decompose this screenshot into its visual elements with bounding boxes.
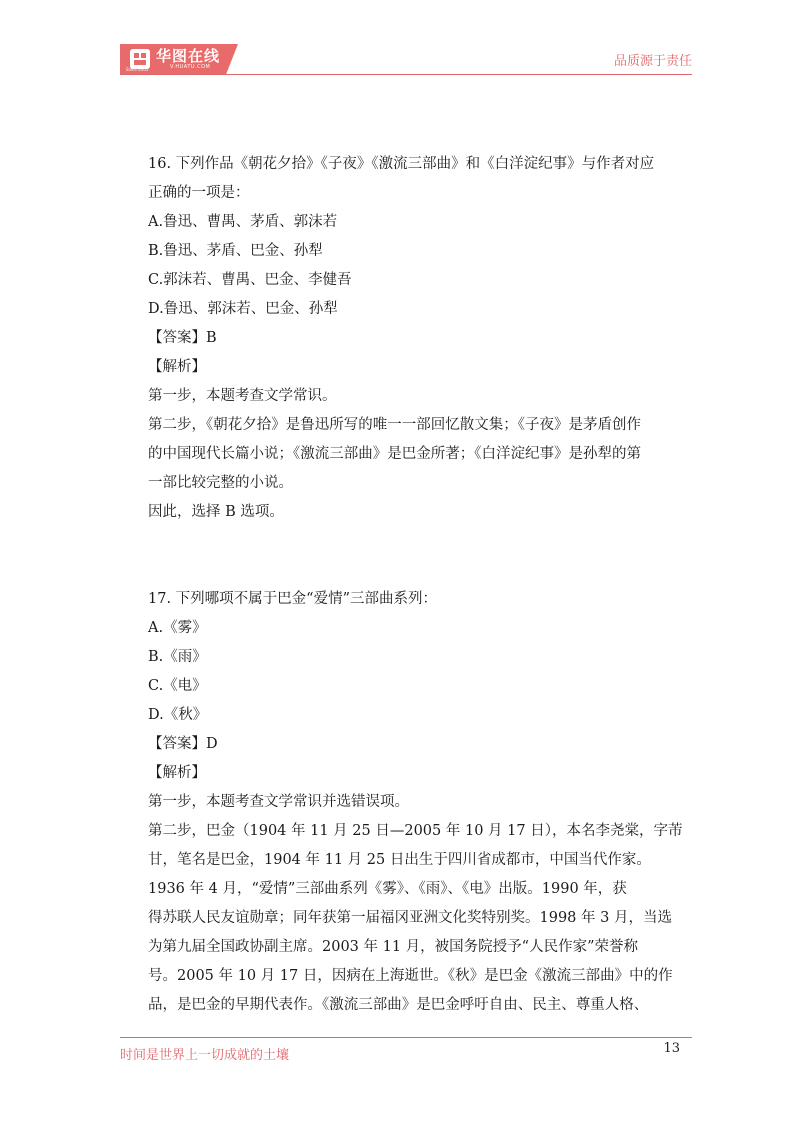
q16-stem-line-1: 16. 下列作品《朝花夕拾》《子夜》《激流三部曲》和《白洋淀纪事》与作者对应 — [148, 156, 655, 172]
q17-analysis-line: 号。2005 年 10 月 17 日，因病在上海逝世。《秋》是巴金《激流三部曲》中的作 — [148, 968, 673, 984]
q16-analysis-title: 【解析】 — [148, 359, 206, 375]
q16-option-c: C.郭沫若、曹禺、巴金、李健吾 — [148, 272, 352, 288]
q16-option-b: B.鲁迅、茅盾、巴金、孙犁 — [148, 243, 323, 259]
q17-analysis-title: 【解析】 — [148, 765, 206, 781]
q17-option-b: B.《雨》 — [148, 649, 207, 665]
logo-text: 华图在线 — [156, 47, 221, 65]
header-slogan: 品质源于责任 — [613, 54, 692, 69]
q17-option-c: C.《电》 — [148, 678, 207, 694]
q17-analysis-line: 第一步，本题考查文学常识并选错误项。 — [148, 794, 409, 810]
footer-slogan: 时间是世界上一切成就的土壤 — [120, 1048, 290, 1063]
q16-analysis-line: 第一步，本题考查文学常识。 — [148, 388, 337, 404]
q17-analysis-line: 为第九届全国政协副主席。2003 年 11 月，被国务院授予“人民作家”荣誉称 — [148, 939, 639, 955]
q17-answer: 【答案】D — [148, 736, 218, 752]
q17-option-d: D.《秋》 — [148, 707, 208, 723]
q16-analysis-line: 第二步，《朝花夕拾》是鲁迅所写的唯一一部回忆散文集；《子夜》是茅盾创作 — [148, 417, 641, 433]
q17-analysis-line: 得苏联人民友谊勋章；同年获第一届福冈亚洲文化奖特别奖。1998 年 3 月，当选 — [148, 910, 672, 926]
q16-option-a: A.鲁迅、曹禺、茅盾、郭沫若 — [148, 214, 338, 230]
question-spacer — [148, 527, 688, 585]
page-number: 13 — [663, 1041, 680, 1056]
q17-option-a: A.《雾》 — [148, 620, 207, 636]
q16-answer: 【答案】B — [148, 330, 217, 346]
page-header — [0, 0, 800, 80]
q16-option-d: D.鲁迅、郭沫若、巴金、孙犁 — [148, 301, 338, 317]
footer-divider — [120, 1037, 692, 1038]
logo-url: V.HUATU.COM — [170, 64, 211, 70]
q17-analysis-line: 第二步，巴金（1904 年 11 月 25 日—2005 年 10 月 17 日），本名李尧棠，字芾 — [148, 823, 683, 839]
q17-analysis-line: 品，是巴金的早期代表作。《激流三部曲》是巴金呼吁自由、民主、尊重人格、 — [148, 997, 649, 1013]
logo-since: Since 2001 — [126, 67, 149, 72]
q16-analysis-line: 因此，选择 B 选项。 — [148, 504, 284, 520]
q16-stem-line-2: 正确的一项是： — [148, 185, 250, 201]
document-body — [148, 150, 688, 1020]
q16-analysis-line: 一部比较完整的小说。 — [148, 475, 293, 491]
q17-stem-line-1: 17. 下列哪项不属于巴金“爱情”三部曲系列： — [148, 591, 437, 607]
q17-analysis-line: 1936 年 4 月，“爱情”三部曲系列《雾》、《雨》、《电》出版。1990 年，获 — [148, 881, 627, 897]
header-divider — [120, 74, 692, 75]
q17-analysis-line: 甘，笔名是巴金，1904 年 11 月 25 日出生于四川省成都市，中国当代作家。 — [148, 852, 651, 868]
q16-analysis-line: 的中国现代长篇小说；《激流三部曲》是巴金所著；《白洋淀纪事》是孙犁的第 — [148, 446, 641, 462]
